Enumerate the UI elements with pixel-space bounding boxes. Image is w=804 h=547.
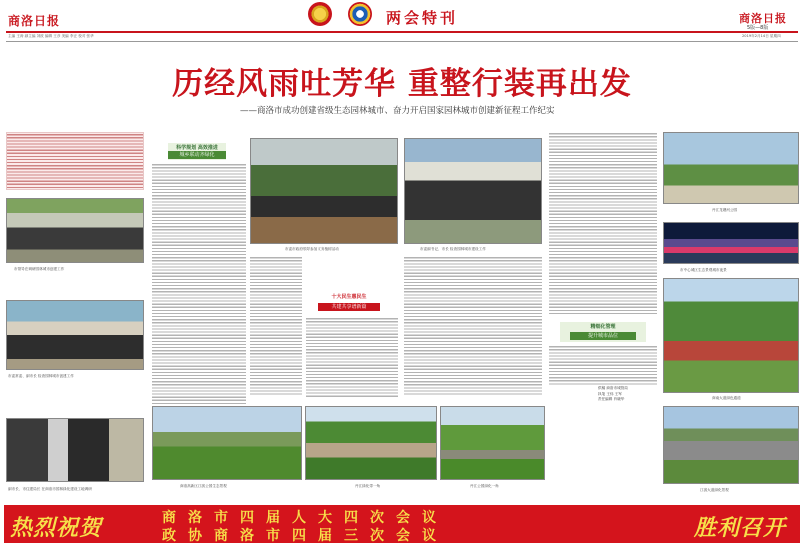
banner-line-2: 政协商洛市四届三次会议: [162, 528, 448, 544]
section-2-title: 十大民生惠民生: [331, 294, 367, 300]
photo-inspection: [404, 138, 542, 244]
photo-bottom-1: [152, 406, 302, 480]
caption-bottom-2: 丹江绿化带一角: [355, 484, 381, 488]
cppcc-emblem-icon: [348, 2, 372, 26]
photo-bottom-2: [305, 406, 437, 480]
photo-right-4: [663, 406, 799, 484]
caption-right-2: 市中心城区生态景观城市夜景: [680, 268, 727, 272]
section-1-header: [168, 143, 226, 160]
section-1-subtitle: 城乡联动齐绿化: [168, 151, 226, 159]
photo-bottom-3: [440, 406, 545, 480]
byline-line-2: 执笔 王伟 王军: [598, 391, 622, 396]
photo-right-3: [663, 278, 799, 393]
photo-left-3: [6, 418, 144, 482]
masthead-logo-left: 商洛日报: [8, 14, 61, 28]
article-col-4: [404, 256, 542, 396]
caption-left-1: 市领导在调研园林城市创建工作: [14, 267, 65, 271]
masthead-logo-right: 商洛日报: [739, 12, 787, 25]
photo-left-1: [6, 198, 144, 263]
celebration-banner: [4, 505, 800, 543]
section-2-subtitle: 共建共享谱新篇: [318, 303, 380, 311]
banner-right-text: 胜利召开: [694, 515, 787, 541]
photo-left-2: [6, 300, 144, 370]
caption-right-1: 丹江龙塘河公园: [712, 208, 738, 212]
issue-date: 2019年2月14日 星期四: [742, 34, 781, 38]
caption-bottom-1: 商洛高新区江滨公园生态景观: [180, 484, 227, 488]
national-emblem-icon: [308, 2, 332, 26]
caption-right-4: 江滨大道绿化景观: [700, 488, 729, 492]
lead-paragraph: [6, 132, 144, 190]
article-col-5: [549, 132, 657, 314]
caption-left-3: 副市长、市住建局长 在商洛市园林绿化建设工地调研: [8, 487, 92, 491]
byline-line-1: 供稿 商洛市城管局: [598, 386, 628, 390]
photo-right-1: [663, 132, 799, 204]
caption-right-3: 商南大道绿色通道: [712, 396, 741, 400]
sub-headline: ——商洛市成功创建省级生态园林城市、奋力开启国家园林城市创建新征程工作纪实: [240, 106, 555, 116]
section-3-header: [560, 322, 646, 342]
section-1-title: 科学规划 高效推进: [176, 145, 218, 151]
caption-mid-1: 市委市政府领导参加义务植树活动: [285, 247, 339, 251]
caption-bottom-3: 丹江公园绿化一角: [470, 484, 499, 488]
section-3-subtitle: 提升城市品位: [570, 332, 636, 340]
banner-line-1: 商洛市四届人大四次会议: [162, 510, 448, 526]
article-col-3: [250, 256, 302, 396]
section-3-title: 精细化管理: [590, 324, 616, 330]
caption-mid-2: 市委副书记、市长 检查园林城市建设工作: [420, 247, 486, 251]
photo-tree-planting: [250, 138, 398, 244]
photo-right-2: [663, 222, 799, 264]
caption-left-2: 市委常委、副市长 检查园林城市创建工作: [8, 374, 74, 378]
banner-left-text: 热烈祝贺: [10, 515, 103, 541]
special-issue-title: 两会特刊: [386, 9, 459, 27]
main-headline: 历经风雨吐芳华 重整行装再出发: [172, 66, 632, 102]
masthead-info: 主编 王涛 副主编 刘波 编辑 王彦 美编 李正 校对 张华: [8, 34, 94, 38]
byline: [598, 387, 658, 402]
section-2-header: [306, 293, 392, 313]
edition-label: 5版—8版: [747, 25, 769, 31]
article-col-5b: [549, 345, 657, 385]
article-col-3b: [306, 317, 398, 397]
byline-line-3: 责任编辑 肖晓华: [598, 397, 625, 402]
